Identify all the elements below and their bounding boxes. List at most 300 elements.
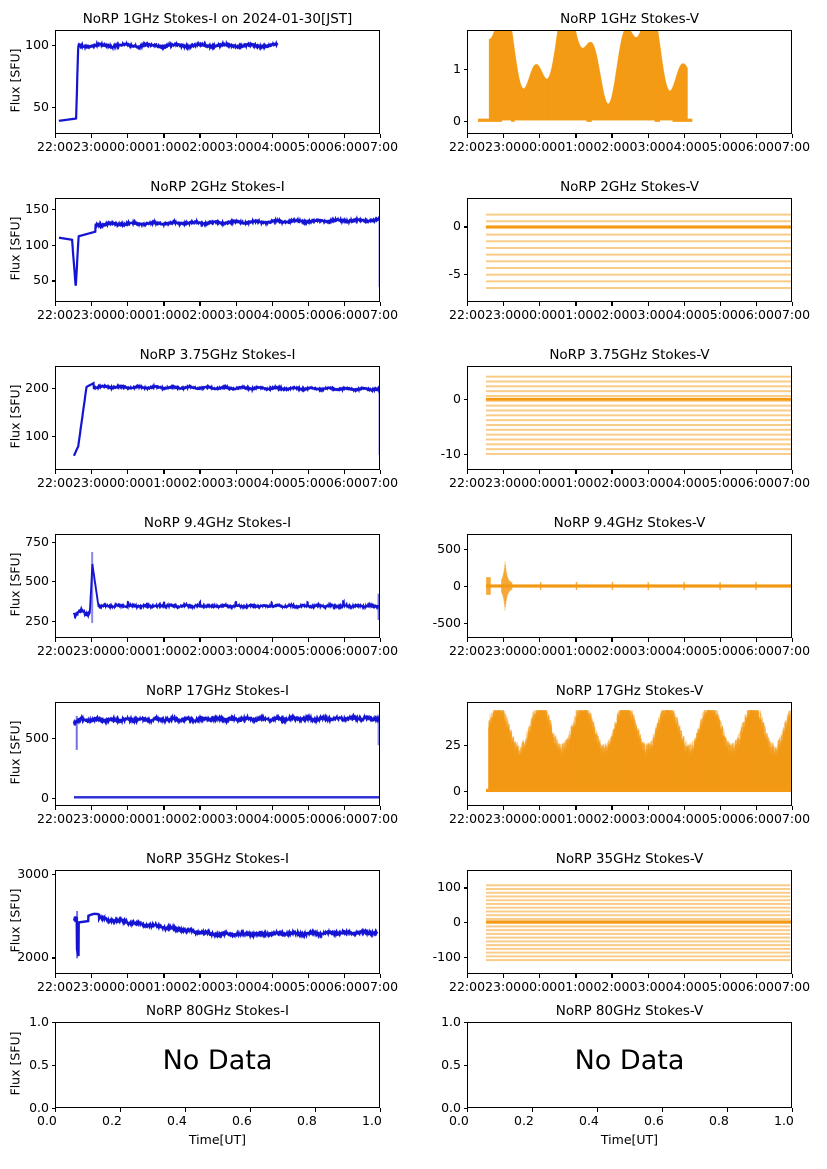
y-tick-label: 0.5: [29, 1057, 49, 1072]
x-tick-mark: [55, 1108, 56, 1112]
y-tick-label: -10: [440, 445, 461, 461]
plot-area: [55, 702, 380, 806]
x-tick-mark: [91, 470, 92, 474]
x-tick-mark: [575, 134, 576, 138]
y-tick-label: 0: [453, 914, 461, 929]
y-tick-label: 0.0: [29, 1100, 49, 1115]
x-tick-label: 07:00: [362, 307, 399, 322]
chart-panel-10: [445, 683, 811, 826]
x-tick-label: 0.4: [579, 1113, 599, 1128]
x-tick-label: 03:00: [217, 811, 254, 826]
x-tick-mark: [127, 806, 128, 810]
x-tick-mark: [467, 470, 468, 474]
y-tick-mark: [52, 436, 56, 437]
x-tick-mark: [272, 806, 273, 810]
panel-title: NoRP 17GHz Stokes-V: [555, 683, 704, 699]
y-tick-mark: [464, 623, 468, 624]
x-tick-mark: [308, 470, 309, 474]
panel-title: NoRP 17GHz Stokes-I: [146, 683, 289, 699]
x-tick-label: 01:00: [145, 811, 182, 826]
y-tick-label: 200: [25, 379, 49, 395]
panel-title: NoRP 3.75GHz Stokes-I: [139, 347, 296, 363]
panel-title: NoRP 9.4GHz Stokes-V: [553, 515, 706, 531]
y-tick-label: 50: [33, 98, 49, 114]
x-tick-mark: [199, 638, 200, 642]
x-tick-mark: [539, 470, 540, 474]
x-tick-mark: [344, 638, 345, 642]
x-tick-mark: [380, 470, 381, 474]
x-tick-label: 00:00: [521, 979, 558, 994]
x-tick-label: 04:00: [665, 643, 702, 658]
x-tick-label: 02:00: [593, 307, 630, 322]
plot-area: [467, 30, 792, 134]
y-tick-label: 3000: [17, 866, 49, 882]
x-tick-mark: [163, 134, 164, 138]
plot-area: [55, 870, 380, 974]
y-tick-label: 250: [25, 612, 49, 628]
y-tick-mark: [464, 922, 468, 923]
x-tick-mark: [236, 974, 237, 978]
panel-title: NoRP 35GHz Stokes-I: [146, 851, 289, 867]
x-tick-mark: [611, 134, 612, 138]
x-tick-mark: [380, 302, 381, 306]
y-tick-mark: [52, 280, 56, 281]
x-tick-mark: [199, 134, 200, 138]
x-tick-label: 00:00: [521, 475, 558, 490]
chart-panel-8: [432, 515, 811, 658]
x-tick-mark: [756, 302, 757, 306]
x-tick-mark: [575, 806, 576, 810]
x-tick-mark: [720, 134, 721, 138]
x-tick-label: 22:00: [37, 139, 74, 154]
x-tick-label: 04:00: [665, 811, 702, 826]
x-tick-label: 06:00: [737, 643, 774, 658]
x-tick-mark: [575, 302, 576, 306]
x-tick-label: 07:00: [362, 475, 399, 490]
x-tick-mark: [727, 1108, 728, 1112]
chart-panel-7: [7, 515, 399, 658]
x-tick-label: 06:00: [325, 139, 362, 154]
x-tick-mark: [236, 806, 237, 810]
y-axis-label: Flux [SFU]: [7, 216, 23, 281]
y-tick-label: -500: [432, 615, 461, 631]
x-tick-mark: [91, 974, 92, 978]
y-axis-label: Flux [SFU]: [7, 720, 23, 785]
x-tick-label: 05:00: [289, 307, 326, 322]
x-tick-mark: [720, 638, 721, 642]
y-tick-mark: [464, 1065, 468, 1066]
x-tick-label: 00:00: [109, 811, 146, 826]
x-tick-mark: [684, 470, 685, 474]
x-tick-mark: [344, 134, 345, 138]
x-tick-mark: [684, 134, 685, 138]
x-tick-mark: [611, 974, 612, 978]
plot-area: [55, 198, 380, 302]
x-tick-label: 22:00: [449, 475, 486, 490]
x-tick-mark: [611, 638, 612, 642]
x-tick-label: 06:00: [325, 979, 362, 994]
x-tick-label: 23:00: [73, 307, 110, 322]
y-tick-label: 0.0: [441, 1100, 461, 1115]
x-tick-label: 04:00: [665, 979, 702, 994]
x-tick-label: 22:00: [449, 811, 486, 826]
x-tick-mark: [163, 638, 164, 642]
x-axis-label: Time[UT]: [600, 1132, 659, 1147]
x-tick-label: 07:00: [774, 139, 811, 154]
y-tick-label: 500: [25, 729, 49, 745]
y-tick-mark: [464, 586, 468, 587]
chart-panel-5: [7, 347, 399, 490]
x-tick-mark: [756, 638, 757, 642]
y-tick-mark: [52, 798, 56, 799]
x-tick-mark: [315, 1108, 316, 1112]
x-tick-label: 1.0: [362, 1113, 382, 1128]
panel-title: NoRP 1GHz Stokes-I on 2024-01-30[JST]: [82, 11, 353, 27]
x-tick-mark: [380, 134, 381, 138]
x-tick-label: 01:00: [557, 307, 594, 322]
x-tick-label: 0.2: [102, 1113, 122, 1128]
x-tick-label: 23:00: [485, 979, 522, 994]
panel-title: NoRP 80GHz Stokes-I: [146, 1003, 289, 1019]
x-tick-mark: [503, 974, 504, 978]
x-tick-label: 06:00: [325, 475, 362, 490]
x-tick-label: 04:00: [665, 307, 702, 322]
x-tick-label: 23:00: [73, 643, 110, 658]
y-tick-mark: [464, 887, 468, 888]
x-tick-mark: [792, 638, 793, 642]
x-tick-label: 0.0: [449, 1113, 469, 1128]
x-tick-mark: [272, 470, 273, 474]
y-tick-label: 0: [453, 783, 461, 799]
y-tick-mark: [52, 209, 56, 210]
x-tick-label: 22:00: [449, 139, 486, 154]
x-tick-label: 01:00: [557, 475, 594, 490]
no-data-annotation: No Data: [574, 1045, 685, 1076]
y-tick-mark: [464, 745, 468, 746]
x-tick-label: 23:00: [485, 643, 522, 658]
x-tick-mark: [55, 302, 56, 306]
x-tick-mark: [792, 806, 793, 810]
x-tick-label: 0.6: [232, 1113, 252, 1128]
x-tick-mark: [127, 134, 128, 138]
chart-panel-3: [7, 179, 399, 322]
x-tick-mark: [236, 638, 237, 642]
y-tick-mark: [464, 957, 468, 958]
x-tick-label: 00:00: [109, 475, 146, 490]
y-tick-label: 0: [41, 789, 49, 805]
x-tick-mark: [611, 806, 612, 810]
x-tick-mark: [756, 134, 757, 138]
x-tick-mark: [55, 470, 56, 474]
x-tick-label: 23:00: [73, 979, 110, 994]
x-tick-mark: [308, 134, 309, 138]
x-tick-mark: [91, 134, 92, 138]
chart-panel-9: [7, 683, 399, 826]
x-tick-mark: [55, 974, 56, 978]
y-tick-label: 500: [25, 573, 49, 589]
x-tick-label: 01:00: [557, 139, 594, 154]
x-tick-mark: [662, 1108, 663, 1112]
y-axis-label: Flux [SFU]: [7, 384, 23, 449]
x-tick-mark: [539, 302, 540, 306]
x-tick-label: 05:00: [289, 979, 326, 994]
y-tick-mark: [52, 1065, 56, 1066]
x-tick-label: 01:00: [145, 979, 182, 994]
x-tick-mark: [308, 974, 309, 978]
x-tick-mark: [575, 974, 576, 978]
y-tick-mark: [52, 107, 56, 108]
x-tick-mark: [684, 302, 685, 306]
plot-area: [467, 198, 792, 302]
x-tick-mark: [199, 806, 200, 810]
x-tick-label: 23:00: [73, 475, 110, 490]
x-tick-mark: [611, 470, 612, 474]
x-tick-mark: [684, 974, 685, 978]
y-tick-mark: [464, 274, 468, 275]
y-tick-mark: [464, 226, 468, 227]
x-tick-mark: [91, 638, 92, 642]
x-tick-label: 05:00: [701, 979, 738, 994]
x-tick-mark: [236, 470, 237, 474]
y-tick-mark: [52, 621, 56, 622]
y-tick-label: 150: [25, 200, 49, 216]
x-tick-label: 05:00: [701, 643, 738, 658]
x-tick-label: 00:00: [109, 139, 146, 154]
y-tick-mark: [52, 874, 56, 875]
x-tick-label: 0.0: [37, 1113, 57, 1128]
x-tick-label: 05:00: [289, 139, 326, 154]
x-tick-mark: [792, 974, 793, 978]
x-tick-mark: [648, 974, 649, 978]
chart-panel-13: [7, 1003, 382, 1147]
x-tick-label: 23:00: [73, 139, 110, 154]
x-tick-label: 05:00: [289, 811, 326, 826]
x-tick-mark: [648, 134, 649, 138]
x-tick-mark: [127, 302, 128, 306]
x-tick-label: 07:00: [774, 475, 811, 490]
panel-title: NoRP 80GHz Stokes-V: [555, 1003, 704, 1019]
x-tick-mark: [539, 638, 540, 642]
x-tick-label: 07:00: [362, 139, 399, 154]
x-tick-label: 0.8: [709, 1113, 729, 1128]
chart-panel-1: [7, 11, 399, 154]
x-tick-label: 04:00: [665, 139, 702, 154]
x-tick-label: 02:00: [181, 811, 218, 826]
x-tick-label: 07:00: [774, 307, 811, 322]
x-tick-mark: [467, 806, 468, 810]
y-tick-label: 1.0: [29, 1014, 49, 1029]
x-tick-label: 01:00: [557, 979, 594, 994]
x-tick-mark: [684, 806, 685, 810]
x-tick-mark: [380, 1108, 381, 1112]
x-tick-mark: [55, 638, 56, 642]
x-tick-label: 00:00: [109, 979, 146, 994]
x-tick-mark: [792, 302, 793, 306]
x-tick-label: 07:00: [362, 643, 399, 658]
x-tick-label: 06:00: [325, 643, 362, 658]
x-tick-label: 22:00: [449, 979, 486, 994]
panel-title: NoRP 35GHz Stokes-V: [555, 851, 704, 867]
x-tick-label: 03:00: [629, 307, 666, 322]
x-tick-label: 01:00: [145, 307, 182, 322]
x-tick-mark: [272, 302, 273, 306]
plot-area: [55, 366, 380, 470]
x-tick-mark: [199, 974, 200, 978]
x-tick-mark: [467, 134, 468, 138]
x-tick-mark: [236, 134, 237, 138]
x-tick-mark: [575, 470, 576, 474]
y-tick-label: 0.5: [441, 1057, 461, 1072]
x-tick-label: 00:00: [521, 643, 558, 658]
x-tick-mark: [467, 638, 468, 642]
y-tick-mark: [464, 549, 468, 550]
x-tick-label: 06:00: [737, 475, 774, 490]
x-tick-label: 02:00: [181, 643, 218, 658]
x-tick-mark: [597, 1108, 598, 1112]
x-tick-mark: [91, 302, 92, 306]
x-tick-mark: [684, 638, 685, 642]
x-tick-mark: [756, 806, 757, 810]
y-tick-label: 100: [25, 36, 49, 52]
x-tick-mark: [199, 470, 200, 474]
x-tick-label: 04:00: [253, 307, 290, 322]
plot-area: [55, 30, 380, 134]
y-tick-mark: [52, 581, 56, 582]
x-tick-label: 23:00: [485, 307, 522, 322]
x-tick-label: 22:00: [37, 979, 74, 994]
x-tick-label: 1.0: [774, 1113, 794, 1128]
x-tick-label: 06:00: [737, 979, 774, 994]
x-tick-mark: [467, 302, 468, 306]
x-tick-label: 22:00: [37, 475, 74, 490]
chart-panel-11: [7, 851, 399, 994]
x-tick-label: 05:00: [701, 475, 738, 490]
y-tick-mark: [464, 454, 468, 455]
x-tick-label: 02:00: [593, 811, 630, 826]
x-tick-mark: [380, 638, 381, 642]
x-tick-mark: [756, 470, 757, 474]
plot-area: [55, 534, 380, 638]
y-tick-mark: [464, 1022, 468, 1023]
x-tick-label: 00:00: [109, 643, 146, 658]
x-tick-mark: [720, 806, 721, 810]
x-tick-mark: [380, 974, 381, 978]
x-tick-label: 04:00: [253, 139, 290, 154]
x-tick-mark: [575, 638, 576, 642]
x-tick-label: 03:00: [217, 307, 254, 322]
x-tick-label: 02:00: [593, 475, 630, 490]
x-tick-mark: [344, 302, 345, 306]
x-tick-mark: [272, 638, 273, 642]
x-tick-label: 05:00: [701, 139, 738, 154]
panel-title: NoRP 2GHz Stokes-I: [150, 179, 285, 195]
x-tick-label: 00:00: [521, 811, 558, 826]
x-tick-label: 23:00: [73, 811, 110, 826]
y-tick-label: 0: [453, 218, 461, 234]
y-tick-label: 50: [33, 272, 49, 288]
x-tick-mark: [539, 134, 540, 138]
x-tick-mark: [648, 638, 649, 642]
x-tick-mark: [308, 806, 309, 810]
x-tick-mark: [792, 470, 793, 474]
x-tick-label: 22:00: [37, 811, 74, 826]
x-tick-label: 07:00: [774, 979, 811, 994]
y-tick-label: 25: [445, 736, 461, 752]
y-tick-label: 100: [25, 428, 49, 444]
x-tick-label: 03:00: [629, 979, 666, 994]
x-tick-label: 02:00: [181, 139, 218, 154]
x-tick-label: 0.6: [644, 1113, 664, 1128]
y-tick-label: -5: [448, 265, 461, 281]
x-tick-mark: [611, 302, 612, 306]
x-tick-mark: [250, 1108, 251, 1112]
x-tick-label: 22:00: [449, 643, 486, 658]
panel-title: NoRP 1GHz Stokes-V: [560, 11, 699, 27]
x-axis-label: Time[UT]: [188, 1132, 247, 1147]
x-tick-label: 07:00: [774, 811, 811, 826]
x-tick-mark: [648, 470, 649, 474]
panel-title: NoRP 3.75GHz Stokes-V: [549, 347, 710, 363]
y-tick-label: 500: [437, 540, 461, 556]
x-tick-label: 05:00: [289, 475, 326, 490]
x-tick-label: 22:00: [449, 307, 486, 322]
x-tick-label: 22:00: [37, 643, 74, 658]
x-tick-mark: [380, 806, 381, 810]
y-axis-label: Flux [SFU]: [7, 1031, 23, 1096]
x-tick-mark: [163, 806, 164, 810]
y-axis-label: Flux [SFU]: [7, 48, 23, 113]
x-tick-label: 01:00: [557, 811, 594, 826]
chart-panel-4: [448, 179, 811, 322]
x-tick-mark: [199, 302, 200, 306]
x-tick-mark: [720, 470, 721, 474]
x-tick-mark: [539, 974, 540, 978]
x-tick-label: 00:00: [521, 307, 558, 322]
y-tick-mark: [52, 1022, 56, 1023]
x-tick-label: 06:00: [325, 307, 362, 322]
y-tick-label: 0: [453, 578, 461, 593]
x-tick-mark: [344, 806, 345, 810]
plot-area: [467, 534, 792, 638]
x-tick-mark: [55, 134, 56, 138]
y-tick-label: 0: [453, 113, 461, 128]
x-tick-label: 0.2: [514, 1113, 534, 1128]
x-tick-mark: [344, 974, 345, 978]
y-tick-mark: [464, 121, 468, 122]
x-tick-label: 05:00: [701, 811, 738, 826]
x-tick-mark: [272, 134, 273, 138]
plot-area: [467, 366, 792, 470]
x-tick-label: 02:00: [181, 979, 218, 994]
x-tick-mark: [308, 638, 309, 642]
x-tick-mark: [127, 974, 128, 978]
y-axis-label: Flux [SFU]: [7, 552, 23, 617]
chart-panel-12: [432, 851, 811, 994]
x-tick-mark: [792, 1108, 793, 1112]
x-tick-mark: [163, 974, 164, 978]
x-tick-label: 0.8: [297, 1113, 317, 1128]
x-tick-label: 04:00: [253, 643, 290, 658]
y-tick-mark: [464, 69, 468, 70]
x-tick-mark: [648, 806, 649, 810]
x-tick-mark: [272, 974, 273, 978]
x-tick-mark: [163, 470, 164, 474]
x-tick-mark: [185, 1108, 186, 1112]
y-tick-mark: [52, 388, 56, 389]
x-tick-label: 22:00: [37, 307, 74, 322]
x-tick-label: 04:00: [665, 475, 702, 490]
y-tick-mark: [464, 399, 468, 400]
